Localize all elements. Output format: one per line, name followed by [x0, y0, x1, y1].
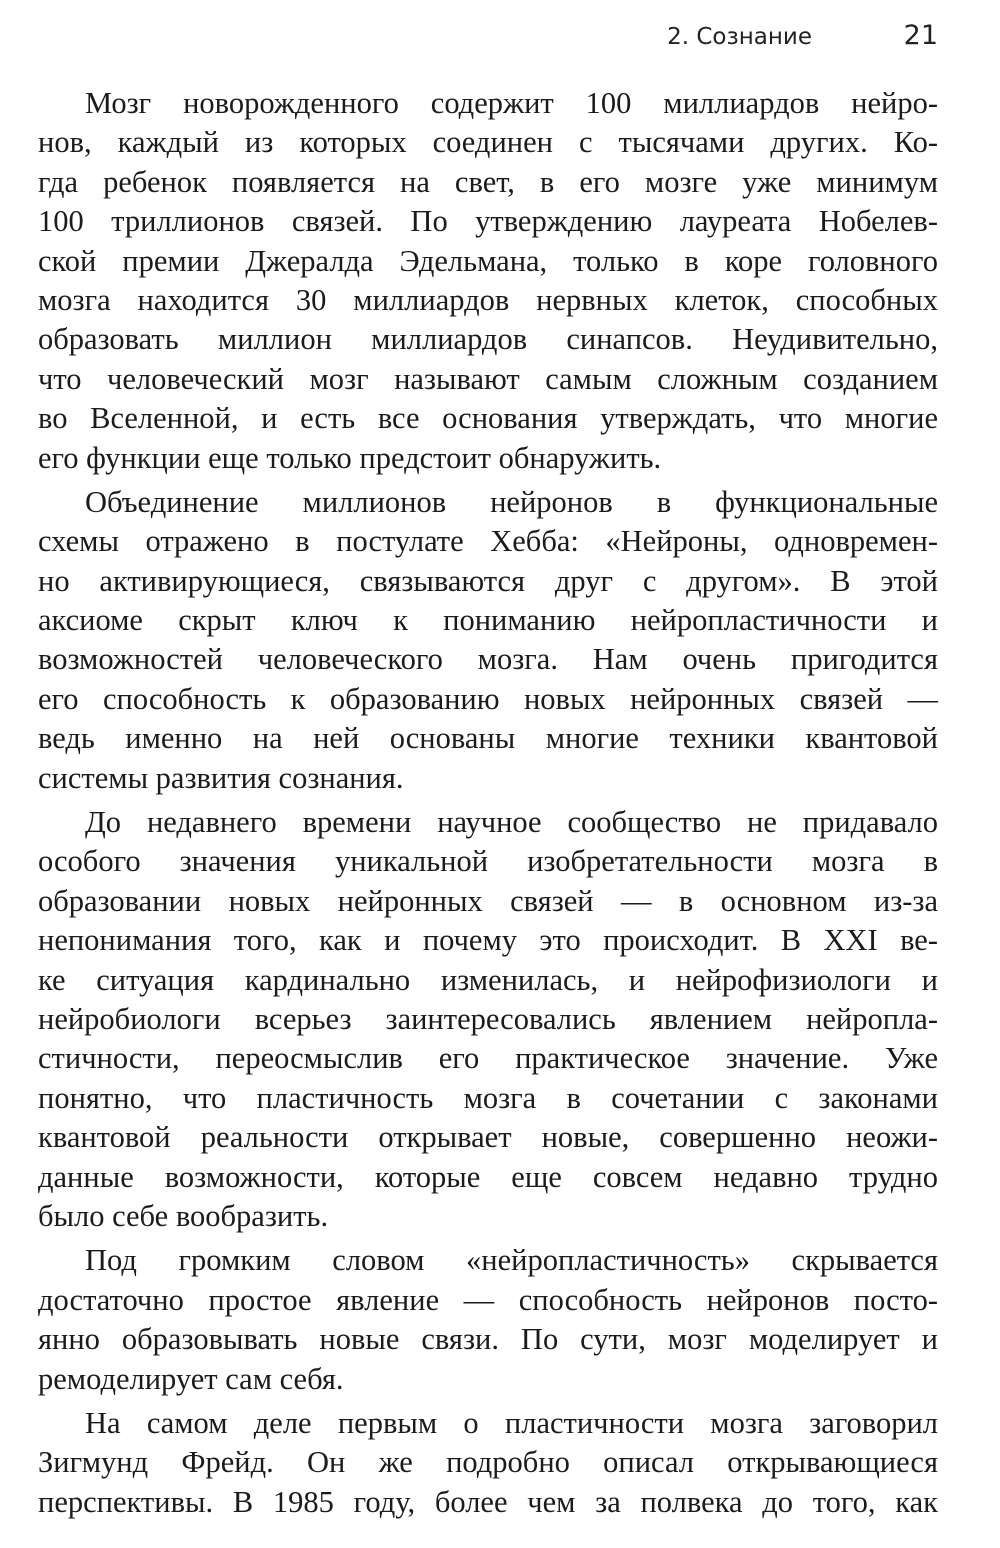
- text-line: во Вселенной, и есть все основания утверждать, что многие: [38, 401, 938, 436]
- text-line: непонимания того, как и почему это происходит. В XXI ве-: [38, 923, 938, 958]
- page-number: 21: [903, 20, 938, 51]
- text-line: нов, каждый из которых соединен с тысячами других. Ко-: [38, 125, 938, 160]
- text-line: было себе вообразить.: [38, 1198, 329, 1233]
- text-line: янно образовывать новые связи. По сути, мозг моделирует и: [38, 1322, 938, 1357]
- text-line: Мозг новорожденного содержит 100 миллиардов нейро-: [85, 86, 938, 120]
- text-line: На самом деле первым о пластичности мозга заговорил: [85, 1405, 938, 1440]
- text-line: ке ситуация кардинально изменилась, и нейрофизиологи и: [38, 962, 938, 997]
- body-text: [38, 84, 938, 1527]
- text-line: возможностей человеческого мозга. Нам очень пригодится: [38, 642, 938, 677]
- text-line: ремоделирует сам себя.: [38, 1361, 344, 1396]
- text-line: 100 триллионов связей. По утверждению лауреата Нобелев-: [38, 204, 938, 239]
- paragraph-1: [38, 84, 938, 478]
- text-line: образовании новых нейронных связей — в основном из-за: [38, 883, 938, 918]
- text-line: системы развития сознания.: [38, 760, 404, 795]
- text-line: данные возможности, которые еще совсем недавно трудно: [38, 1159, 938, 1194]
- text-line: аксиоме скрыт ключ к пониманию нейропластичности и: [38, 603, 938, 638]
- paragraph-2: [38, 483, 938, 798]
- text-line: нейробиологи всерьез заинтересовались явлением нейропла-: [38, 1001, 938, 1036]
- paragraph-5: [38, 1404, 938, 1522]
- text-line: схемы отражено в постулате Хебба: «Нейроны, одновремен-: [38, 524, 938, 559]
- text-line: его способность к образованию новых нейронных связей —: [38, 681, 938, 716]
- text-line: понятно, что пластичность мозга в сочетании с законами: [38, 1080, 938, 1115]
- text-line: образовать миллион миллиардов синапсов. Неудивительно,: [38, 322, 938, 357]
- paragraph-4: [38, 1241, 938, 1399]
- text-line: его функции еще только предстоит обнаружить.: [38, 440, 662, 475]
- text-line: особого значения уникальной изобретательности мозга в: [38, 844, 938, 879]
- text-line: ской премии Джералда Эдельмана, только в коре головного: [38, 243, 938, 278]
- text-line: Под громким словом «нейропластичность» скрывается: [85, 1243, 938, 1278]
- text-line: стичности, переосмыслив его практическое значение. Уже: [38, 1041, 938, 1076]
- chapter-title: 2. Сознание: [667, 24, 812, 50]
- text-line: квантовой реальности открывает новые, совершенно неожи-: [38, 1120, 938, 1155]
- text-line: ведь именно на ней основаны многие техники квантовой: [38, 721, 938, 756]
- text-line: что человеческий мозг называют самым сложным созданием: [38, 361, 938, 396]
- text-line: Зигмунд Фрейд. Он же подробно описал открывающиеся: [38, 1445, 938, 1480]
- text-line: До недавнего времени научное сообщество не придавало: [85, 805, 938, 840]
- text-line: но активирующиеся, связываются друг с другом». В этой: [38, 563, 938, 598]
- text-line: перспективы. В 1985 году, более чем за полвека до того, как: [38, 1484, 938, 1519]
- paragraph-3: [38, 803, 938, 1236]
- text-line: достаточно простое явление — способность нейронов посто-: [38, 1282, 938, 1317]
- running-header: [0, 20, 1000, 54]
- text-line: гда ребенок появляется на свет, в его мозге уже минимум: [38, 164, 938, 199]
- text-line: мозга находится 30 миллиардов нервных клеток, способных: [38, 282, 938, 317]
- text-line: Объединение миллионов нейронов в функциональные: [85, 484, 938, 519]
